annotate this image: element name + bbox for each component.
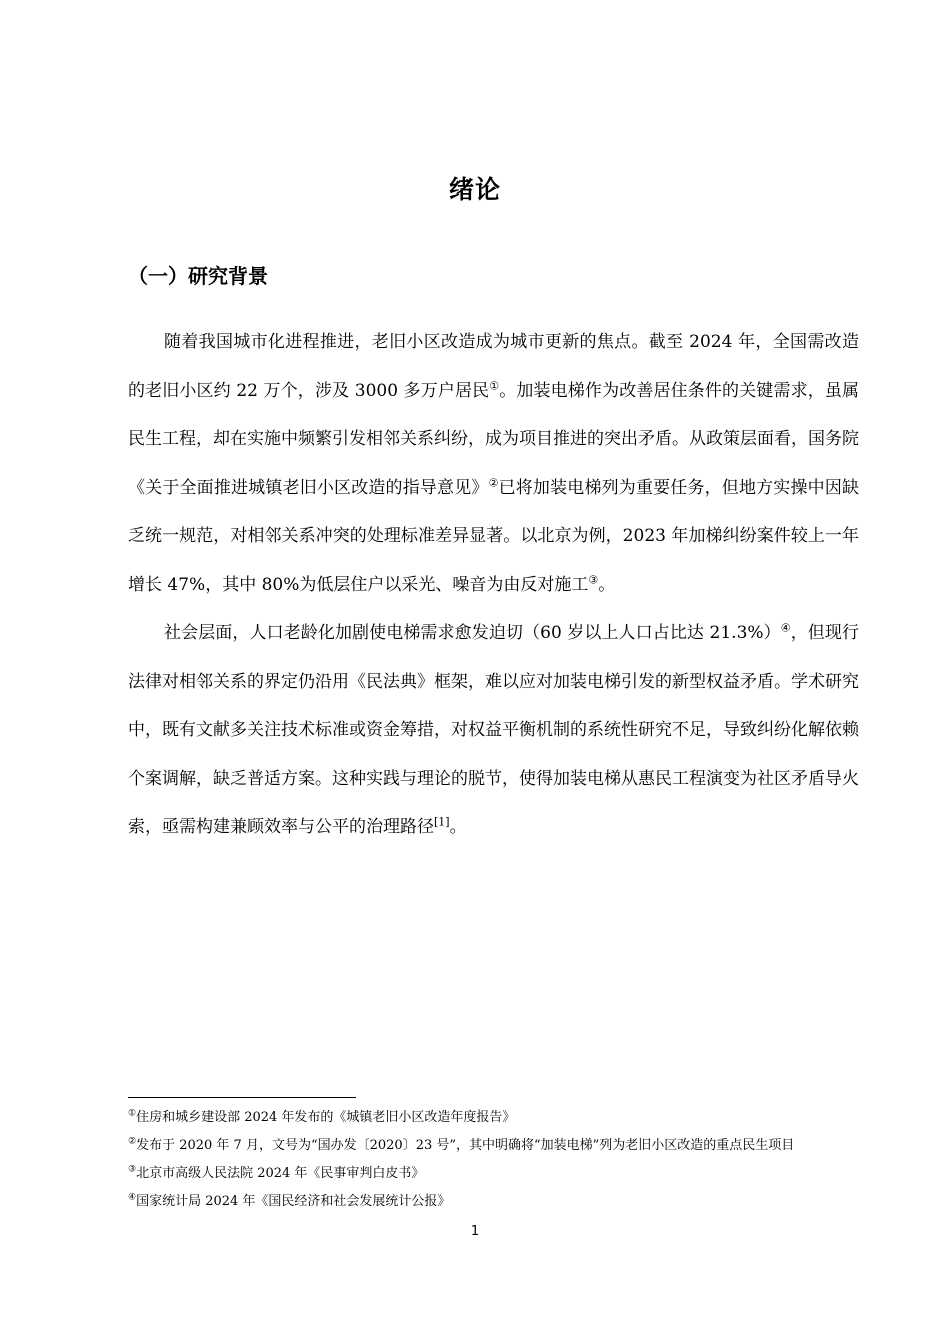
- paragraph-text: 。: [449, 817, 467, 837]
- body-text: [128, 318, 859, 852]
- paragraph-text: 社会层面，人口老龄化加剧使电梯需求愈发迫切（60 岁以上人口占比达 21.3%）: [164, 623, 781, 643]
- body-paragraph: [128, 609, 859, 852]
- page-title: 绪论: [448, 175, 501, 204]
- paragraph-text: 已将加装电梯列为重要任务，但地方实操中因缺乏统一规范，对相邻关系冲突的处理标准差异显著。以北京为例，2023 年加梯纠纷案件较上一年增长 47%，其中 80%为低层住户以采光、噪音为由反对施工: [128, 477, 859, 595]
- paragraph-text: ，但现行法律对相邻关系的界定仍沿用《民法典》框架，难以应对加装电梯引发的新型权益矛盾。学术研究中，既有文献多关注技术标准或资金筹措，对权益平衡机制的系统性研究不足，导致纠纷化解依赖个案调解，缺乏普适方案。这种实践与理论的脱节，使得加装电梯从惠民工程演变为社区矛盾导火索，亟需构建兼顾效率与公平的治理路径: [128, 623, 859, 837]
- footnote-reference[interactable]: [1]: [434, 815, 450, 829]
- footnote-text: 北京市高级人民法院 2024 年《民事审判白皮书》: [136, 1166, 425, 1181]
- footnote-mark: ②: [128, 1136, 137, 1147]
- footnotes: [128, 1106, 859, 1218]
- paragraph-text: 。加装电梯作为改善居住条件的关键需求，虽属民生工程，却在实施中频繁引发相邻关系纠纷，成为项目推进的突出矛盾。从政策层面看，国务院《关于全面推进城镇老旧小区改造的指导意见》: [128, 380, 859, 498]
- paragraph-text: 随着我国城市化进程推进，老旧小区改造成为城市更新的焦点。截至 2024 年，全国需改造的老旧小区约 22 万个，涉及 3000 多万户居民: [128, 332, 859, 401]
- footnote-text: 国家统计局 2024 年《国民经济和社会发展统计公报》: [136, 1194, 451, 1209]
- footnote-item: [128, 1106, 859, 1130]
- footnote-item: [128, 1134, 859, 1158]
- footnote-mark: ③: [128, 1164, 137, 1175]
- section-heading: （一）研究背景: [128, 264, 268, 288]
- footnote-text: 发布于 2020 年 7 月，文号为“国办发〔2020〕23 号”，其中明确将“加装电梯”列为老旧小区改造的重点民生项目: [136, 1138, 795, 1153]
- footnote-reference[interactable]: ④: [780, 621, 791, 635]
- footnote-mark: ④: [128, 1192, 137, 1203]
- footnote-text: 住房和城乡建设部 2024 年发布的《城镇老旧小区改造年度报告》: [136, 1110, 516, 1125]
- page-number: 1: [470, 1224, 480, 1239]
- footnote-reference[interactable]: ①: [489, 378, 500, 392]
- footnote-divider: [128, 1097, 356, 1098]
- footnote-reference[interactable]: ②: [488, 475, 499, 489]
- footnote-reference[interactable]: ③: [588, 572, 599, 586]
- footnote-item: [128, 1162, 859, 1186]
- footnote-item: [128, 1190, 859, 1214]
- body-paragraph: [128, 318, 859, 609]
- paragraph-text: 。: [598, 574, 616, 595]
- footnote-mark: ①: [128, 1108, 137, 1119]
